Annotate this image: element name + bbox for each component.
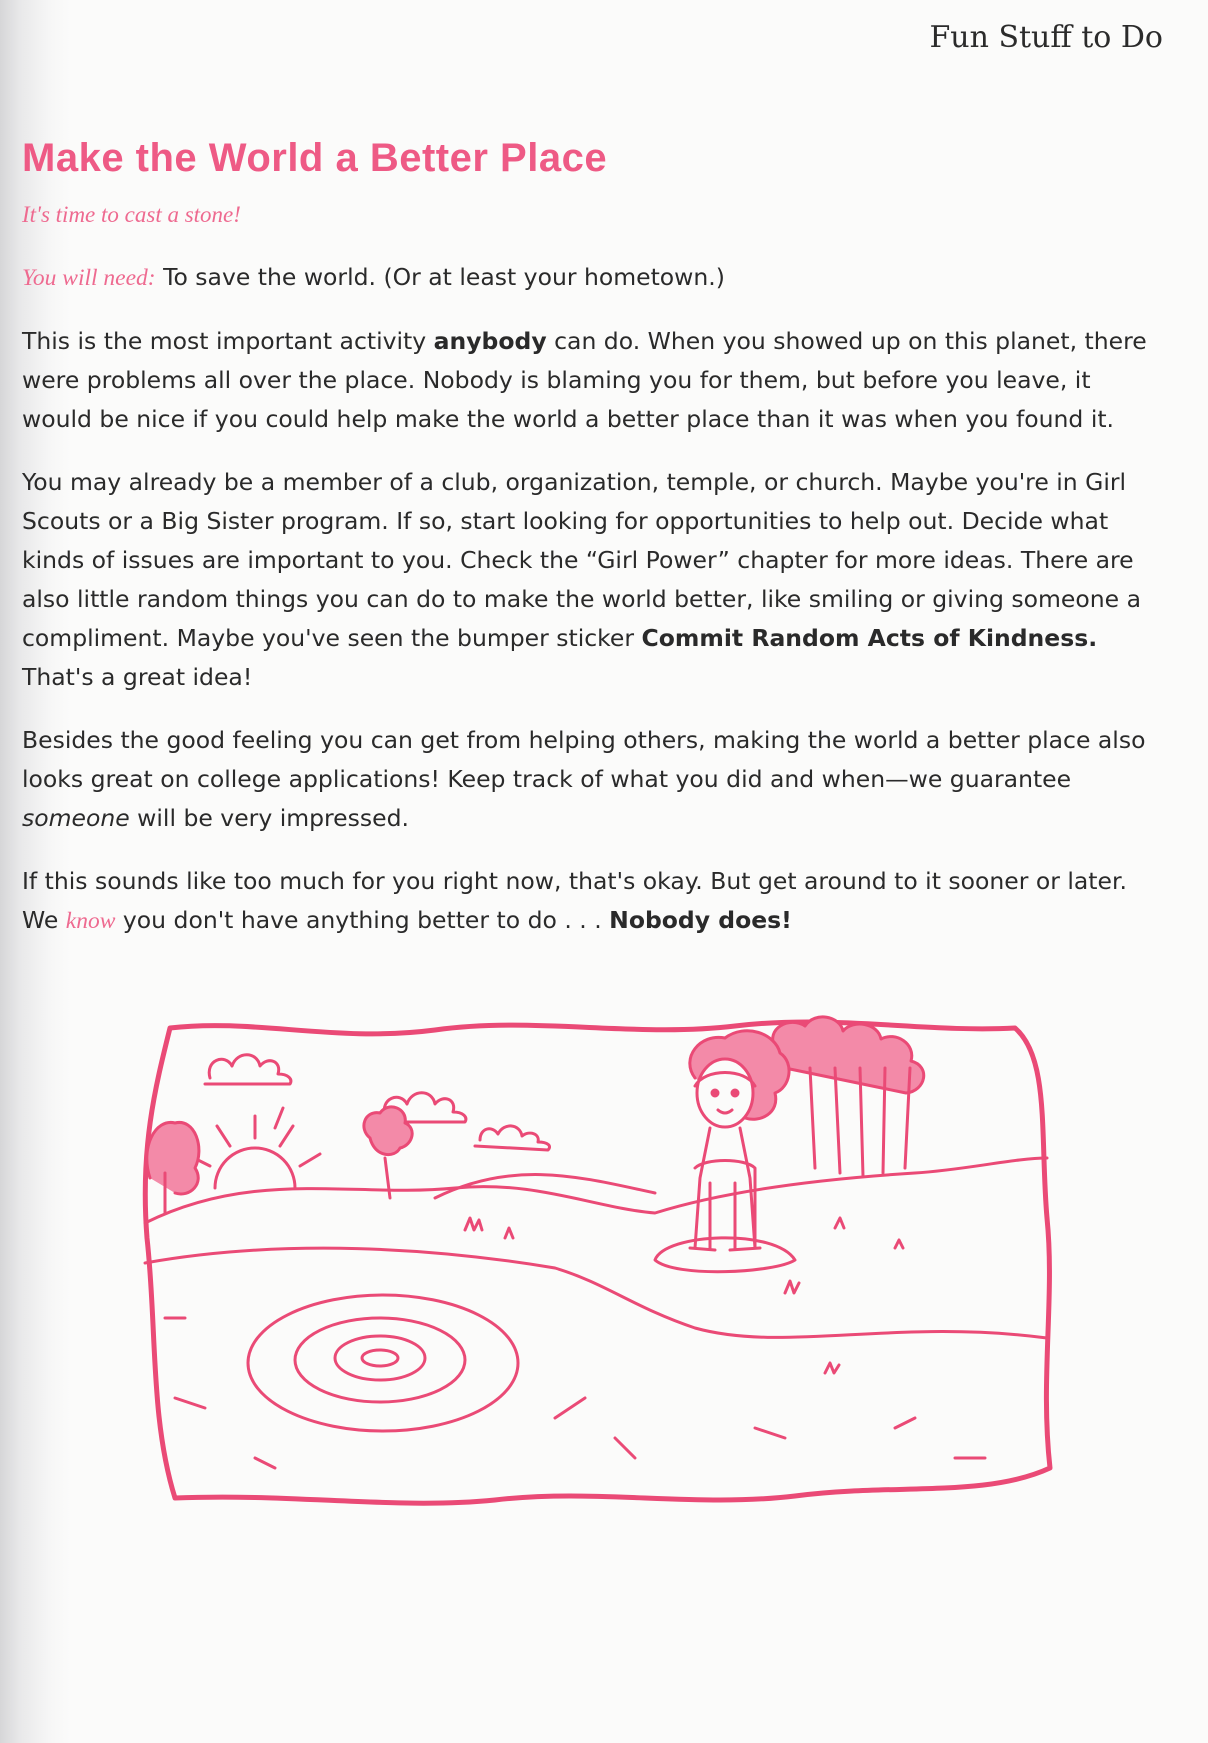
paragraph-4-text-a: If this sounds like too much for you right now, that's okay. But get around to it sooner or later. We <box>22 867 1127 934</box>
paragraph-1-emphasis: anybody <box>433 327 547 355</box>
need-text: To save the world. (Or at least your hometown.) <box>155 263 725 291</box>
need-label: You will need: <box>22 265 156 291</box>
paragraph-3-text-a: Besides the good feeling you can get from helping others, making the world a better place also looks great on college applications! Keep track of what you did and when—we guarantee <box>22 726 1146 793</box>
paragraph-3 <box>22 721 1162 838</box>
tree-icon <box>364 1107 412 1198</box>
tree-group-icon <box>773 1017 924 1093</box>
activity-title: Make the World a Better Place <box>22 136 608 180</box>
paragraph-4-emphasis: know <box>65 908 116 934</box>
paragraph-4-text-c: you don't have anything better to do . . . <box>115 906 610 934</box>
paragraph-4 <box>22 862 1162 941</box>
girl-figure <box>690 1031 789 1250</box>
running-head: Fun Stuff to Do <box>929 20 1163 55</box>
bumper-sticker-text: Commit Random Acts of Kindness. <box>641 624 1098 652</box>
you-will-need-line <box>22 258 1162 298</box>
activity-tagline: It's time to cast a stone! <box>22 202 241 227</box>
pond-ripples <box>248 1295 518 1431</box>
tree-icon <box>147 1122 199 1213</box>
shoreline <box>145 1248 1047 1338</box>
paragraph-1-text-a: This is the most important activity <box>22 327 434 355</box>
sun-icon <box>215 1148 295 1188</box>
rock <box>655 1238 795 1272</box>
paragraph-1-text-c: can do. When you showed up on this planet, there were problems all over the place. Nobody is blaming you for them, but before you leave, it would be nice if you could help make the world a better place than it was when you found it. <box>22 327 1147 433</box>
paragraph-4-closing: Nobody does! <box>609 906 792 934</box>
hills <box>145 1158 1047 1223</box>
paragraph-2-text-c: That's a great idea! <box>22 663 253 691</box>
pond-illustration <box>135 998 1060 1518</box>
paragraph-2 <box>22 463 1162 697</box>
cloud-icon <box>205 1055 291 1084</box>
illustration-frame <box>145 1022 1050 1503</box>
activity-body <box>22 258 1162 965</box>
paragraph-2-text-a: You may already be a member of a club, organization, temple, or church. Maybe you're in Girl Scouts or a Big Sister program. If so, start looking for opportunities to help out. Decide what kinds of issues are important to you. Check the “Girl Power” chapter for more ideas. There are also little random things you can do to make the world better, like smiling or giving someone a compliment. Maybe you've seen the bumper sticker <box>22 468 1141 652</box>
paragraph-3-emphasis: someone <box>22 804 130 832</box>
paragraph-3-text-c: will be very impressed. <box>129 804 409 832</box>
paragraph-1 <box>22 322 1162 439</box>
cloud-icon <box>475 1126 550 1150</box>
